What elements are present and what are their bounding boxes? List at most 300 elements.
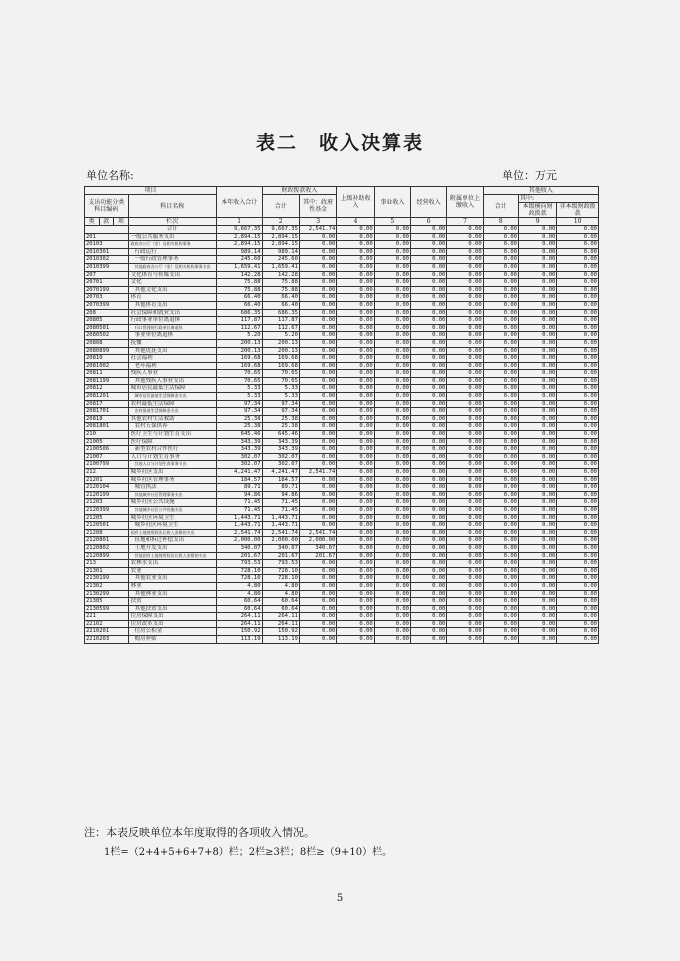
row-value: 0.00 <box>374 233 410 241</box>
row-value: 0.00 <box>518 241 556 249</box>
row-value: 0.00 <box>483 286 518 294</box>
row-value: 0.00 <box>518 385 556 393</box>
header-lanci: 栏次 <box>128 218 216 226</box>
row-value: 0.00 <box>299 476 336 484</box>
row-value: 0.00 <box>299 279 336 287</box>
row-value: 5.33 <box>216 393 262 401</box>
row-value: 0.00 <box>447 309 483 317</box>
row-value: 0.00 <box>518 400 556 408</box>
row-subject-name: 其他残疾人事业支出 <box>128 377 216 385</box>
row-code: 20805 <box>85 317 129 325</box>
row-value: 0.00 <box>374 438 410 446</box>
row-subject-name: 老年福利 <box>128 362 216 370</box>
row-code: 21302 <box>85 582 129 590</box>
row-value: 0.00 <box>483 605 518 613</box>
row-value: 0.00 <box>447 347 483 355</box>
row-value: 97.34 <box>262 400 299 408</box>
row-subject-name: 城市居民最低生活保障金支出 <box>128 393 216 401</box>
row-value: 0.00 <box>557 271 599 279</box>
row-subject-name: 医疗卫生与计划生育支出 <box>128 431 216 439</box>
row-value: 5.20 <box>262 332 299 340</box>
row-value: 0.00 <box>557 590 599 598</box>
row-value: 0.00 <box>374 226 410 234</box>
row-subject-name: 其他林业支出 <box>128 590 216 598</box>
row-value: 1,659.41 <box>216 263 262 271</box>
row-subject-name: 国有土地使用权出让收入安排的支出 <box>128 529 216 537</box>
row-value: 0.00 <box>518 393 556 401</box>
row-value: 0.00 <box>483 408 518 416</box>
row-value: 264.11 <box>262 613 299 621</box>
row-value: 0.00 <box>447 506 483 514</box>
row-value: 0.00 <box>557 385 599 393</box>
row-value: 0.00 <box>447 317 483 325</box>
row-value: 0.00 <box>337 362 374 370</box>
row-value: 0.00 <box>447 514 483 522</box>
row-value: 0.00 <box>299 522 336 530</box>
row-value: 169.68 <box>216 362 262 370</box>
row-code: 2080502 <box>85 332 129 340</box>
row-value: 0.00 <box>557 347 599 355</box>
row-value: 0.00 <box>447 377 483 385</box>
row-value: 0.00 <box>411 636 447 644</box>
row-code: 21007 <box>85 453 129 461</box>
row-value: 0.00 <box>518 598 556 606</box>
row-value: 0.00 <box>483 393 518 401</box>
row-value: 0.00 <box>299 582 336 590</box>
row-value: 201.67 <box>299 552 336 560</box>
row-value: 0.00 <box>557 453 599 461</box>
col-number: 9 <box>518 218 556 226</box>
row-code: 21005 <box>85 438 129 446</box>
table-row <box>85 537 599 545</box>
row-value: 0.00 <box>374 309 410 317</box>
row-value: 0.00 <box>557 620 599 628</box>
header-superior: 上级补助收入 <box>337 187 374 218</box>
row-value: 0.00 <box>337 347 374 355</box>
row-value: 0.00 <box>483 620 518 628</box>
row-value: 0.00 <box>411 347 447 355</box>
row-value: 0.00 <box>411 552 447 560</box>
row-value: 0.00 <box>374 575 410 583</box>
row-subject-name: 其他扶贫支出 <box>128 605 216 613</box>
table-row <box>85 620 599 628</box>
row-code: 20103 <box>85 241 129 249</box>
row-value: 0.00 <box>374 241 410 249</box>
row-value: 0.00 <box>447 605 483 613</box>
row-value: 0.00 <box>411 241 447 249</box>
row-value: 25.38 <box>262 423 299 431</box>
row-value: 71.45 <box>262 499 299 507</box>
row-code: 2120501 <box>85 522 129 530</box>
row-value: 0.00 <box>557 575 599 583</box>
row-subject-name: 政府办公厅（室）及相关机构事务 <box>128 241 216 249</box>
row-value: 0.00 <box>374 415 410 423</box>
row-value: 0.00 <box>374 560 410 568</box>
row-value: 0.00 <box>447 385 483 393</box>
row-code: 20810 <box>85 355 129 363</box>
row-value: 0.00 <box>374 279 410 287</box>
row-value: 0.00 <box>374 385 410 393</box>
row-value: 0.00 <box>374 301 410 309</box>
table-row <box>85 377 599 385</box>
row-value: 340.07 <box>262 544 299 552</box>
page-title: 表二 收入决算表 <box>255 132 424 154</box>
row-subject-name: 其他国有土地使用权出让收入安排的支出 <box>128 552 216 560</box>
row-subject-name: 城乡社区公共设施 <box>128 499 216 507</box>
row-value: 0.00 <box>299 294 336 302</box>
row-value: 0.00 <box>337 567 374 575</box>
row-value: 0.00 <box>557 332 599 340</box>
row-value: 0.00 <box>374 582 410 590</box>
row-value: 245.60 <box>262 256 299 264</box>
row-value: 0.00 <box>411 226 447 234</box>
row-value: 0.00 <box>299 628 336 636</box>
row-value: 0.00 <box>337 522 374 530</box>
row-subject-name: 城乡社区环境卫生 <box>128 514 216 522</box>
row-value: 0.00 <box>447 324 483 332</box>
table-row <box>85 567 599 575</box>
row-value: 0.00 <box>483 339 518 347</box>
row-value: 0.00 <box>557 355 599 363</box>
row-value: 0.00 <box>299 263 336 271</box>
row-value: 0.00 <box>518 423 556 431</box>
row-value: 66.40 <box>262 294 299 302</box>
row-value: 793.53 <box>216 560 262 568</box>
row-code: 20703 <box>85 294 129 302</box>
row-value: 0.00 <box>374 461 410 469</box>
row-value: 0.00 <box>447 582 483 590</box>
row-value: 0.00 <box>411 438 447 446</box>
row-value: 0.00 <box>557 469 599 477</box>
table-row <box>85 461 599 469</box>
row-subject-name: 农村五保供养 <box>128 423 216 431</box>
row-value: 0.00 <box>557 560 599 568</box>
row-value: 0.00 <box>518 605 556 613</box>
row-code: 2081199 <box>85 377 129 385</box>
row-value: 0.00 <box>299 332 336 340</box>
row-value: 5.33 <box>216 385 262 393</box>
row-subject-name: 农业 <box>128 567 216 575</box>
row-subject-name: 社会保障和就业支出 <box>128 309 216 317</box>
table-note: 注：本表反映单位本年度取得的各项收入情况。 <box>84 826 315 839</box>
row-value: 0.00 <box>447 636 483 644</box>
row-value: 343.39 <box>262 446 299 454</box>
row-value: 0.00 <box>447 415 483 423</box>
row-value: 0.00 <box>447 400 483 408</box>
row-value: 0.00 <box>411 620 447 628</box>
row-code: 2070199 <box>85 286 129 294</box>
row-value: 0.00 <box>447 370 483 378</box>
row-value: 0.00 <box>447 271 483 279</box>
row-value: 4.80 <box>216 590 262 598</box>
row-subject-name: 住房保障支出 <box>128 613 216 621</box>
row-subject-name: 合计 <box>128 226 216 234</box>
table-row <box>85 271 599 279</box>
row-value: 0.00 <box>411 294 447 302</box>
row-value: 0.00 <box>337 431 374 439</box>
row-value: 0.00 <box>518 294 556 302</box>
row-code: 20818 <box>85 415 129 423</box>
row-value: 0.00 <box>447 529 483 537</box>
row-subject-name: 城乡社区支出 <box>128 469 216 477</box>
row-subject-name: 其他优抚支出 <box>128 347 216 355</box>
row-value: 1,443.71 <box>262 514 299 522</box>
row-value: 0.00 <box>411 605 447 613</box>
row-value: 340.07 <box>299 544 336 552</box>
row-value: 0.00 <box>337 544 374 552</box>
table-row <box>85 476 599 484</box>
row-value: 0.00 <box>374 620 410 628</box>
table-row <box>85 339 599 347</box>
row-value: 0.00 <box>411 370 447 378</box>
row-value: 0.00 <box>374 613 410 621</box>
row-value: 97.34 <box>262 408 299 416</box>
row-value: 70.65 <box>262 370 299 378</box>
row-value: 0.00 <box>557 241 599 249</box>
table-row <box>85 233 599 241</box>
currency-unit-label: 单位：万元 <box>502 169 557 182</box>
row-value: 89.71 <box>216 484 262 492</box>
row-code: 2081701 <box>85 408 129 416</box>
row-value: 1,443.71 <box>262 522 299 530</box>
row-value: 66.40 <box>216 301 262 309</box>
row-code: 2081801 <box>85 423 129 431</box>
row-value: 0.00 <box>337 560 374 568</box>
row-value: 0.00 <box>411 263 447 271</box>
row-code: 2130199 <box>85 575 129 583</box>
row-value: 0.00 <box>374 347 410 355</box>
row-value: 0.00 <box>374 263 410 271</box>
row-value: 66.40 <box>216 294 262 302</box>
header-operating: 经营收入 <box>411 187 447 218</box>
row-value: 2,000.00 <box>262 537 299 545</box>
row-value: 0.00 <box>411 560 447 568</box>
row-value: 0.00 <box>411 362 447 370</box>
table-row <box>85 301 599 309</box>
row-value: 0.00 <box>299 377 336 385</box>
row-value: 0.00 <box>411 590 447 598</box>
row-value: 0.00 <box>483 552 518 560</box>
row-value: 0.00 <box>483 613 518 621</box>
row-subject-name: 体育 <box>128 294 216 302</box>
row-value: 0.00 <box>374 552 410 560</box>
table-row <box>85 241 599 249</box>
row-code: 21208 <box>85 529 129 537</box>
row-value: 0.00 <box>483 575 518 583</box>
row-code: 20811 <box>85 370 129 378</box>
row-value: 0.00 <box>483 590 518 598</box>
row-value: 1,659.41 <box>262 263 299 271</box>
row-value: 0.00 <box>518 301 556 309</box>
row-value: 0.00 <box>337 393 374 401</box>
row-value: 0.00 <box>518 453 556 461</box>
row-value: 0.00 <box>447 233 483 241</box>
row-value: 0.00 <box>411 233 447 241</box>
row-value: 0.00 <box>518 355 556 363</box>
row-value: 0.00 <box>374 355 410 363</box>
table-row <box>85 484 599 492</box>
row-value: 0.00 <box>299 423 336 431</box>
row-value: 66.40 <box>262 301 299 309</box>
row-value: 0.00 <box>299 393 336 401</box>
row-value: 0.00 <box>518 582 556 590</box>
row-value: 94.86 <box>262 491 299 499</box>
row-value: 0.00 <box>411 309 447 317</box>
row-subject-name: 事业单位离退休 <box>128 332 216 340</box>
row-value: 0.00 <box>518 347 556 355</box>
row-value: 0.00 <box>557 233 599 241</box>
row-value: 2,894.15 <box>216 241 262 249</box>
row-value: 0.00 <box>518 575 556 583</box>
row-value: 989.14 <box>216 248 262 256</box>
row-value: 0.00 <box>483 438 518 446</box>
row-value: 0.00 <box>447 446 483 454</box>
row-value: 0.00 <box>483 355 518 363</box>
row-value: 0.00 <box>337 279 374 287</box>
row-value: 989.14 <box>262 248 299 256</box>
row-value: 2,541.74 <box>299 529 336 537</box>
row-value: 0.00 <box>374 256 410 264</box>
row-value: 0.00 <box>518 544 556 552</box>
col-number: 8 <box>483 218 518 226</box>
row-value: 0.00 <box>299 324 336 332</box>
row-code: 2130299 <box>85 590 129 598</box>
row-code: 20701 <box>85 279 129 287</box>
table-row <box>85 544 599 552</box>
row-value: 71.45 <box>262 506 299 514</box>
row-value: 0.00 <box>447 461 483 469</box>
row-value: 0.00 <box>374 476 410 484</box>
row-value: 0.00 <box>374 598 410 606</box>
table-row <box>85 317 599 325</box>
row-value: 2,000.00 <box>216 537 262 545</box>
row-value: 0.00 <box>557 552 599 560</box>
row-value: 0.00 <box>411 484 447 492</box>
row-value: 0.00 <box>557 393 599 401</box>
row-value: 0.00 <box>374 248 410 256</box>
row-value: 71.45 <box>216 499 262 507</box>
row-value: 264.11 <box>262 620 299 628</box>
header-fiscal: 财政拨款收入 <box>262 187 337 195</box>
row-code: 2010301 <box>85 248 129 256</box>
row-value: 0.00 <box>337 339 374 347</box>
row-code: 2120104 <box>85 484 129 492</box>
row-value: 0.00 <box>557 263 599 271</box>
row-value: 0.00 <box>447 476 483 484</box>
row-value: 0.00 <box>299 620 336 628</box>
row-value: 75.88 <box>216 286 262 294</box>
row-value: 728.10 <box>216 567 262 575</box>
row-value: 0.00 <box>299 514 336 522</box>
row-value: 0.00 <box>557 339 599 347</box>
row-value: 0.00 <box>411 339 447 347</box>
row-value: 0.00 <box>374 544 410 552</box>
row-value: 0.00 <box>483 636 518 644</box>
row-value: 0.00 <box>374 529 410 537</box>
row-value: 0.00 <box>299 362 336 370</box>
row-value: 0.00 <box>374 453 410 461</box>
row-value: 0.00 <box>518 628 556 636</box>
row-value: 0.00 <box>557 301 599 309</box>
row-value: 0.00 <box>411 529 447 537</box>
row-value: 0.00 <box>299 446 336 454</box>
row-value: 0.00 <box>518 324 556 332</box>
row-value: 0.00 <box>557 628 599 636</box>
row-value: 0.00 <box>518 529 556 537</box>
row-value: 0.00 <box>337 286 374 294</box>
row-value: 0.00 <box>557 446 599 454</box>
row-value: 0.00 <box>447 552 483 560</box>
table-row <box>85 256 599 264</box>
row-value: 343.39 <box>262 438 299 446</box>
header-total-income: 本年收入合计 <box>216 187 262 218</box>
row-value: 0.00 <box>411 301 447 309</box>
table-row <box>85 362 599 370</box>
row-value: 0.00 <box>483 309 518 317</box>
row-value: 25.38 <box>216 415 262 423</box>
row-code: 210 <box>85 431 129 439</box>
row-value: 0.00 <box>447 339 483 347</box>
row-value: 0.00 <box>337 537 374 545</box>
row-value: 0.00 <box>557 522 599 530</box>
row-value: 0.00 <box>483 484 518 492</box>
row-subject-name: 医疗保障 <box>128 438 216 446</box>
row-value: 645.46 <box>262 431 299 439</box>
table-row <box>85 469 599 477</box>
row-value: 0.00 <box>411 469 447 477</box>
row-value: 0.00 <box>337 263 374 271</box>
row-subject-name: 新型农村合作医疗 <box>128 446 216 454</box>
row-subject-name: 住房改革支出 <box>128 620 216 628</box>
row-value: 0.00 <box>299 301 336 309</box>
row-value: 0.00 <box>483 332 518 340</box>
row-value: 0.00 <box>337 415 374 423</box>
row-value: 0.00 <box>447 362 483 370</box>
income-table <box>84 186 599 644</box>
row-subject-name: 文化体育与传媒支出 <box>128 271 216 279</box>
row-code: 2010399 <box>85 263 129 271</box>
row-value: 0.00 <box>483 233 518 241</box>
row-code: 2120199 <box>85 491 129 499</box>
row-value: 0.00 <box>483 294 518 302</box>
row-value: 4.80 <box>262 590 299 598</box>
row-code: 2120899 <box>85 552 129 560</box>
row-code: 2100799 <box>85 461 129 469</box>
row-value: 0.00 <box>299 613 336 621</box>
row-value: 0.00 <box>483 377 518 385</box>
row-value: 0.00 <box>483 598 518 606</box>
row-value: 5.33 <box>262 385 299 393</box>
table-row <box>85 324 599 332</box>
row-value: 0.00 <box>557 582 599 590</box>
row-value: 117.87 <box>262 317 299 325</box>
row-value: 340.07 <box>216 544 262 552</box>
table-row <box>85 598 599 606</box>
header-of-which: 其中: <box>518 195 598 203</box>
row-value: 0.00 <box>411 400 447 408</box>
row-value: 0.00 <box>411 423 447 431</box>
row-value: 0.00 <box>483 529 518 537</box>
row-value: 686.35 <box>262 309 299 317</box>
row-code: 21301 <box>85 567 129 575</box>
row-value: 94.86 <box>216 491 262 499</box>
row-value: 0.00 <box>483 256 518 264</box>
row-value: 200.13 <box>216 347 262 355</box>
row-value: 0.00 <box>518 286 556 294</box>
table-row <box>85 453 599 461</box>
row-value: 0.00 <box>299 256 336 264</box>
row-value: 0.00 <box>483 522 518 530</box>
